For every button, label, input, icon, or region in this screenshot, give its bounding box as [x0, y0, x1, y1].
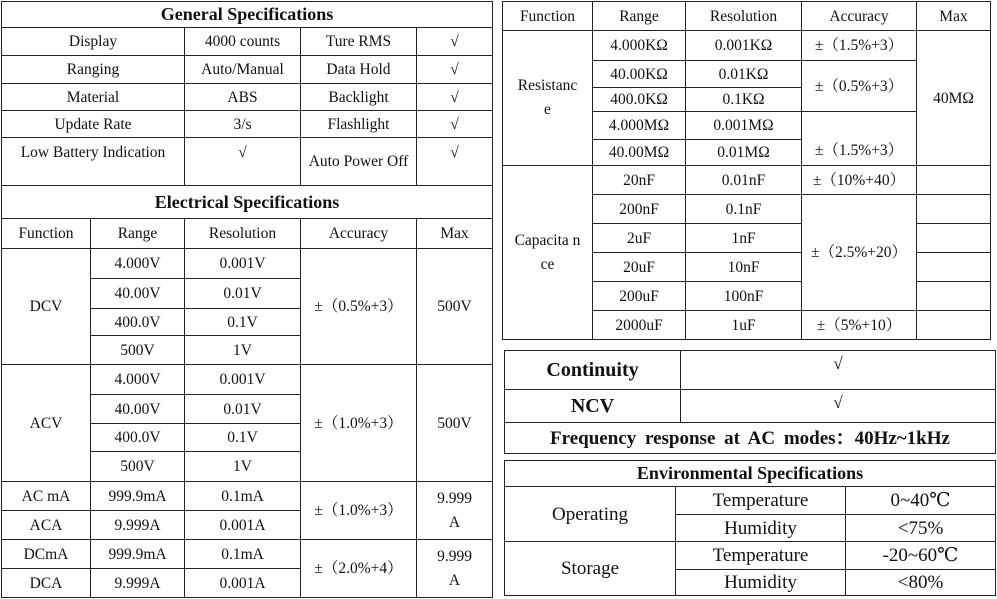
max-cell: 9.999 A [417, 482, 493, 540]
continuity-label: Continuity [505, 351, 681, 390]
header-accuracy: Accuracy [301, 219, 417, 249]
range-cell: 2000uF [593, 311, 686, 340]
general-check: √ [417, 111, 493, 138]
general-check: √ [417, 56, 493, 84]
max-cell: 500V [417, 365, 493, 482]
resolution-cell: 0.1nF [686, 195, 802, 224]
range-cell: 40.00V [91, 395, 185, 424]
general-feature: Ture RMS [301, 28, 417, 56]
resolution-cell: 1uF [686, 311, 802, 340]
header-max: Max [917, 2, 991, 31]
header-accuracy: Accuracy [802, 2, 917, 31]
operating-label: Operating [505, 487, 676, 542]
environmental-block [504, 460, 995, 596]
resolution-cell: 0.001KΩ [686, 31, 802, 61]
function-cell: Capacita nce [503, 166, 593, 340]
max-cell: 9.999 A [417, 540, 493, 598]
accuracy-cell: ±（10%+40） [802, 166, 917, 195]
range-cell: 999.9mA [91, 540, 185, 569]
range-cell: 9.999A [91, 511, 185, 540]
range-cell: 400.0KΩ [593, 88, 686, 112]
resolution-cell: 0.1KΩ [686, 88, 802, 112]
max-cell [917, 224, 991, 253]
accuracy-cell: ±（0.5%+3） [301, 249, 417, 365]
resolution-cell: 100nF [686, 282, 802, 311]
accuracy-cell: ±（1.5%+3） [802, 112, 917, 166]
range-cell: 400.0V [91, 309, 185, 336]
range-cell: 400.0V [91, 424, 185, 452]
features-block [504, 350, 995, 454]
header-resolution: Resolution [185, 219, 301, 249]
max-cell: 40MΩ [917, 31, 991, 166]
continuity-check: √ [681, 351, 996, 390]
resolution-cell: 0.001A [185, 511, 301, 540]
range-cell: 4.000V [91, 365, 185, 395]
resolution-cell: 0.1V [185, 309, 301, 336]
function-cell: AC mA [2, 482, 91, 511]
ncv-label: NCV [505, 390, 681, 423]
resolution-cell: 1V [185, 336, 301, 365]
general-feature: Backlight [301, 84, 417, 111]
storage-temperature: -20~60℃ [846, 542, 996, 570]
resolution-cell: 0.001V [185, 249, 301, 279]
function-cell: DCA [2, 569, 91, 598]
general-electrical-table [1, 1, 493, 598]
humidity-label: Humidity [676, 515, 846, 542]
header-function: Function [503, 2, 593, 31]
range-cell: 4.000MΩ [593, 112, 686, 140]
storage-label: Storage [505, 542, 676, 596]
range-cell: 500V [91, 336, 185, 365]
accuracy-cell: ±（1.0%+3） [301, 482, 417, 540]
max-cell [917, 311, 991, 340]
header-range: Range [593, 2, 686, 31]
range-cell: 20nF [593, 166, 686, 195]
left-spec-block [1, 1, 492, 598]
accuracy-cell: ±（2.0%+4） [301, 540, 417, 598]
range-cell: 40.00MΩ [593, 140, 686, 166]
accuracy-cell: ±（2.5%+20） [802, 195, 917, 311]
general-check: √ [417, 138, 493, 186]
general-label: Low Battery Indication [2, 138, 185, 186]
range-cell: 40.00V [91, 279, 185, 309]
resolution-cell: 0.001A [185, 569, 301, 598]
humidity-label: Humidity [676, 570, 846, 596]
range-cell: 40.00KΩ [593, 61, 686, 88]
resolution-cell: 0.001MΩ [686, 112, 802, 140]
resolution-cell: 1V [185, 452, 301, 482]
resolution-cell: 0.1mA [185, 540, 301, 569]
range-cell: 200uF [593, 282, 686, 311]
range-cell: 999.9mA [91, 482, 185, 511]
function-cell: ACA [2, 511, 91, 540]
storage-humidity: <80% [846, 570, 996, 596]
resolution-cell: 0.1mA [185, 482, 301, 511]
accuracy-cell: ±（5%+10） [802, 311, 917, 340]
general-value: Auto/Manual [185, 56, 301, 84]
range-cell: 200nF [593, 195, 686, 224]
resolution-cell: 0.001V [185, 365, 301, 395]
operating-temperature: 0~40℃ [846, 487, 996, 515]
general-label: Update Rate [2, 111, 185, 138]
environmental-title: Environmental Specifications [505, 461, 996, 487]
range-cell: 20uF [593, 253, 686, 282]
resolution-cell: 10nF [686, 253, 802, 282]
accuracy-cell: ±（0.5%+3） [802, 61, 917, 112]
general-value: ABS [185, 84, 301, 111]
features-table [504, 350, 996, 454]
general-label: Ranging [2, 56, 185, 84]
general-value: √ [185, 138, 301, 186]
function-cell: Resistanc e [503, 31, 593, 166]
general-value: 4000 counts [185, 28, 301, 56]
temperature-label: Temperature [676, 542, 846, 570]
range-cell: 2uF [593, 224, 686, 253]
max-cell [917, 195, 991, 224]
temperature-label: Temperature [676, 487, 846, 515]
max-cell [917, 282, 991, 311]
max-cell: 500V [417, 249, 493, 365]
resolution-cell: 0.01KΩ [686, 61, 802, 88]
environmental-table [504, 460, 996, 596]
general-label: Material [2, 84, 185, 111]
resolution-cell: 0.1V [185, 424, 301, 452]
ncv-check: √ [681, 390, 996, 423]
resolution-cell: 0.01MΩ [686, 140, 802, 166]
general-check: √ [417, 84, 493, 111]
rc-spec-block [502, 1, 990, 340]
general-value: 3/s [185, 111, 301, 138]
range-cell: 4.000V [91, 249, 185, 279]
general-check: √ [417, 28, 493, 56]
range-cell: 9.999A [91, 569, 185, 598]
range-cell: 4.000KΩ [593, 31, 686, 61]
function-cell: DCV [2, 249, 91, 365]
range-cell: 500V [91, 452, 185, 482]
header-max: Max [417, 219, 493, 249]
general-feature: Data Hold [301, 56, 417, 84]
function-cell: DCmA [2, 540, 91, 569]
general-label: Display [2, 28, 185, 56]
electrical-title: Electrical Specifications [2, 186, 493, 219]
header-resolution: Resolution [686, 2, 802, 31]
resolution-cell: 0.01V [185, 395, 301, 424]
max-cell [917, 166, 991, 195]
resolution-cell: 0.01nF [686, 166, 802, 195]
max-cell [917, 253, 991, 282]
resolution-cell: 0.01V [185, 279, 301, 309]
general-feature: Flashlight [301, 111, 417, 138]
frequency-response: Frequency response at AC modes：40Hz~1kHz [505, 423, 996, 454]
resistance-capacitance-table [502, 1, 991, 340]
accuracy-cell: ±（1.0%+3） [301, 365, 417, 482]
general-title: General Specifications [2, 2, 493, 28]
header-function: Function [2, 219, 91, 249]
operating-humidity: <75% [846, 515, 996, 542]
accuracy-cell: ±（1.5%+3） [802, 31, 917, 61]
function-cell: ACV [2, 365, 91, 482]
general-feature: Auto Power Off [301, 138, 417, 186]
header-range: Range [91, 219, 185, 249]
resolution-cell: 1nF [686, 224, 802, 253]
